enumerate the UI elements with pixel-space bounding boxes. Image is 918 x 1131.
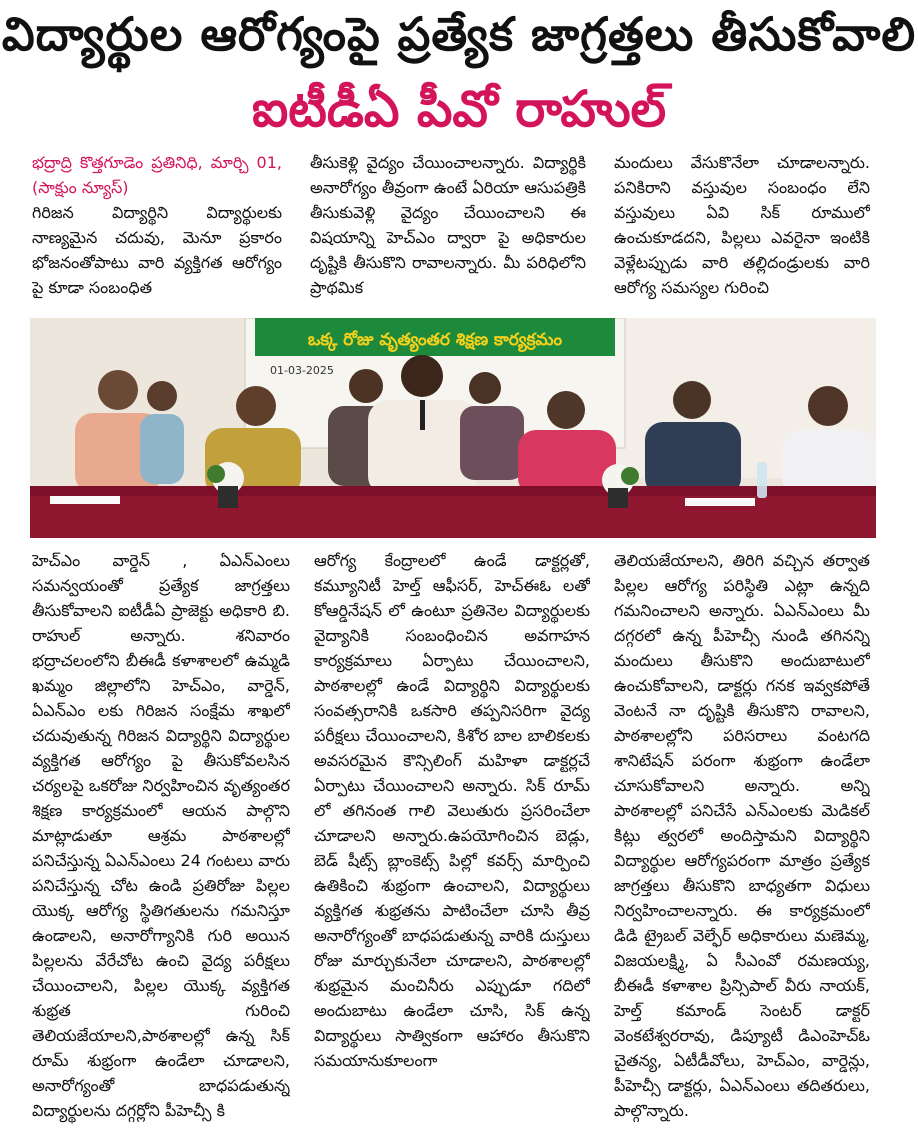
top-column-2-text: తీసుకెళ్లి వైద్యం చేయించాలన్నారు. విద్యార్థికి అనారోగ్యం తీవ్రంగా ఉంటే ఏరియా ఆసుపత్రికి తీసుకువెళ్లి వైద్యం చేయించాలని ఈ విషయాన్ని హెచ్ఎం ద్వారా పై అధికారుల దృష్టికి తీసుకొని రావాలన్నారు. మీ పరిధిలోని ప్రాథమిక bbox=[310, 153, 586, 297]
bottom-column-2 bbox=[314, 548, 590, 1124]
papers-left bbox=[50, 496, 120, 504]
bottom-column-3 bbox=[614, 548, 870, 1124]
bottom-column-1-text: హెచ్ఎం వార్డెన్ , ఏఎన్ఎంలు సమన్వయంతో ప్రత్యేక జాగ్రత్తలు తీసుకోవాలని ఐటీడీఏ ప్రాజెక్టు అధికారి బి. రాహుల్ అన్నారు. శనివారం భద్రాచలంలోని బీఈడీ కళాశాలలో ఉమ్మడి ఖమ్మం జిల్లాలోని హెచ్ఎం, వార్డెన్, ఏఎన్ఎం లకు గిరిజన సంక్షేమ శాఖలో చదువుతున్న గిరిజన విద్యార్థిని విద్యార్థుల వ్యక్తిగత ఆరోగ్యం పై తీసుకోవలసిన చర్యలపై ఒకరోజు నిర్వహించిన వృత్యంతర శిక్షణ కార్యక్రమంలో ఆయన పాల్గొని మాట్లాడుతూ ఆశ్రమ పాఠశాలల్లో పనిచేస్తున్న ఏఎన్ఎంలు 24 గంటలు వారు పనిచేస్తున్న చోట ఉండి ప్రతిరోజు పిల్లల యొక్క ఆరోగ్య స్థితిగతులను గమనిస్తూ ఉండాలని, అనారోగ్యానికి గురి అయిన పిల్లలను వేరేచోట ఉంచి వైద్య పరీక్షలు చేయించాలని, పిల్లల యొక్క వ్యక్తిగత శుభ్రత గురించి తెలియజేయాలని,పాఠశాలల్లో ఉన్న సిక్ రూమ్ శుభ్రంగా ఉండేలా చూడాలని, అనారోగ్యంతో బాధపడుతున్న విద్యార్థులను దగ్గర్లోని పీహెచ్సీ కి bbox=[32, 551, 290, 1120]
bottom-column-1 bbox=[32, 548, 290, 1124]
dateline: భద్రాద్రి కొత్తగూడెం ప్రతినిధి, మార్చి 01, (సాక్షుం న్యూస్) bbox=[32, 153, 282, 197]
article-subheadline: ఐటీడీఏ పీవో రాహుల్ bbox=[251, 80, 667, 138]
top-column-1 bbox=[32, 150, 282, 300]
water-bottle bbox=[757, 462, 767, 498]
bottom-column-3-text: తెలియజేయాలని, తిరిగి వచ్చిన తర్వాత పిల్లల ఆరోగ్య పరిస్థితి ఎట్లా ఉన్నది గమనించాలని అన్నారు. ఏఎన్ఎంలు మీ దగ్గరలో ఉన్న పీహెచ్సీ నుండి తగినన్ని మందులు తీసుకొని అందుబాటులో ఉంచుకోవాలని, డాక్టర్లు గనక ఇవ్వకపోతే వెంటనే నా దృష్టికి తీసుకొని రావాలని, పాఠశాలల్లోని పరిసరాలు వంటగది శానిటేషన్ పరంగా శుభ్రంగా ఉండేలా చూసుకోవాలని అన్నారు. అన్ని పాఠశాలల్లో పనిచేసే ఎన్ఎంలకు మెడికల్ కిట్లు త్వరలో అందిస్తామని విద్యార్థిని విద్యార్థుల ఆరోగ్యపరంగా మాత్రం ప్రత్యేక జాగ్రత్తలు తీసుకొని బాధ్యతగా విధులు నిర్వహించాలన్నారు. ఈ కార్యక్రమంలో డిడి ట్రైబల్ వెల్ఫేర్ అధికారులు మణెమ్మ, విజయలక్ష్మి, ఏ సీఎంవో రమణయ్య, బీఈడీ కళాశాల ప్రిన్సిపాల్ వీరు నాయక్, హెల్త్ కమాండ్ సెంటర్ డాక్టర్ వెంకటేశ్వరరావు, డిప్యూటీ డిఎంహెచ్ఓ చైతన్య, ఏటీడీవోలు, హెచ్ఎం, వార్డెన్లు, పీహెచ్సీ డాక్టర్లు, ఏఎన్ఎంలు తదితరులు, పాల్గొన్నారు. bbox=[614, 551, 870, 1120]
banner-text: ఒక్క రోజు వృత్యంతర శిక్షణ కార్యక్రమం bbox=[307, 330, 563, 350]
bottom-column-2-text: ఆరోగ్య కేంద్రాలలో ఉండే డాక్టర్లతో, కమ్యూనిటీ హెల్త్ ఆఫీసర్, హెచ్ఈఓ లతో కోఆర్డినేషన్ లో ఉంటూ ప్రతినెల విద్యార్థులకు వైద్యానికి సంబంధించిన అవగాహన కార్యక్రమాలు ఏర్పాటు చేయించాలని, పాఠశాలల్లో ఉండే విద్యార్థిని విద్యార్థులకు సంవత్సరానికి ఒకసారి తప్పనిసరిగా వైద్య పరీక్షలు చేయించాలని, కిశోర బాల బాలికలకు అవసరమైన కౌన్సిలింగ్ మహిళా డాక్టర్లచే ఏర్పాటు చేయించాలని అన్నారు. సిక్ రూమ్ లో తగినంత గాలి వెలుతురు ప్రసరించేలా చూడాలని అన్నారు.ఉపయోగించిన బెడ్లు, బెడ్ షీట్స్ బ్లాంకెట్స్ పిల్లో కవర్స్ మార్పించి ఉతికించి శుభ్రంగా ఉంచాలని, విద్యార్థులు వ్యక్తిగత శుభ్రతను పాటించేలా చూసి తీవ్ర అనారోగ్యంతో బాధపడుతున్న వారికి దుస్తులు రోజు మార్చుకునేలా చూడాలని, పాఠశాలల్లో శుభ్రమైన మంచినీరు ఎప్పుడూ గదిలో అందుబాటు ఉండేలా చూసి, సిక్ ఉన్న విద్యార్థులు సాత్వికంగా ఆహారం తీసుకొని సమయానుకూలంగా bbox=[314, 551, 590, 1070]
top-column-1-text: గిరిజన విద్యార్థిని విద్యార్థులకు నాణ్యమైన చదువు, మెనూ ప్రకారం భోజనంతోపాటు వారి వ్యక్తిగత ఆరోగ్యం పై కూడా సంబంధిత bbox=[32, 203, 282, 297]
event-photo bbox=[30, 318, 876, 538]
top-column-3-text: మందులు వేసుకొనేలా చూడాలన్నారు. పనికిరాని వస్తువుల సంబంధం లేని వస్తువులు ఏవి సిక్ రూములో ఉంచుకూడదని, పిల్లలు ఎవరైనా ఇంటికి వెళ్లేటప్పుడు వారి తల్లిదండ్రులకు వారి ఆరోగ్య సమస్యల గురించి bbox=[614, 153, 870, 297]
article-headline: విద్యార్థుల ఆరోగ్యంపై ప్రత్యేక జాగ్రత్తలు తీసుకోవాలి bbox=[1, 7, 917, 61]
papers-right bbox=[685, 498, 755, 506]
top-column-2 bbox=[310, 150, 586, 300]
top-column-3 bbox=[614, 150, 870, 300]
banner-date: 01-03-2025 bbox=[270, 364, 334, 377]
